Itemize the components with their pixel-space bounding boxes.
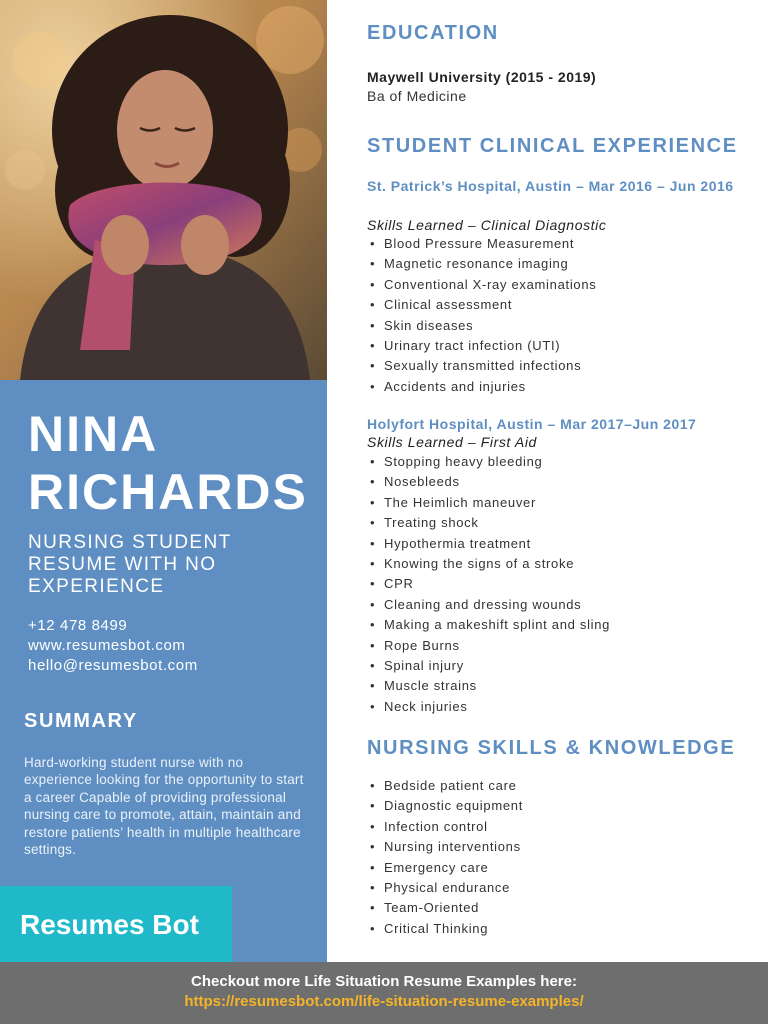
education-degree: Ba of Medicine [367, 88, 467, 104]
list-item: • Clinical assessment [367, 295, 596, 315]
candidate-name [28, 405, 318, 521]
list-item: • Team-Oriented [367, 898, 523, 918]
list-item: • Accidents and injuries [367, 377, 596, 397]
list-item: • Hypothermia treatment [367, 534, 610, 554]
list-item: • Blood Pressure Measurement [367, 234, 596, 254]
list-item: • Nosebleeds [367, 472, 610, 492]
brand-logo-text: Resumes Bot [20, 909, 199, 940]
contact-info [28, 616, 198, 676]
list-item: • Cleaning and dressing wounds [367, 595, 610, 615]
email-link[interactable]: hello@resumesbot.com [28, 657, 198, 674]
job-skills-label: Skills Learned – Clinical Diagnostic [367, 217, 607, 233]
education-school: Maywell University (2015 - 2019) [367, 69, 597, 85]
list-item: • Stopping heavy bleeding [367, 452, 610, 472]
list-item: • Muscle strains [367, 676, 610, 696]
list-item: • Diagnostic equipment [367, 796, 523, 816]
list-item: • Knowing the signs of a stroke [367, 554, 610, 574]
list-item: • Urinary tract infection (UTI) [367, 336, 596, 356]
job-skills-label: Skills Learned – First Aid [367, 434, 537, 450]
list-item: • Skin diseases [367, 316, 596, 336]
list-item: • Sexually transmitted infections [367, 356, 596, 376]
list-item: • Nursing interventions [367, 837, 523, 857]
list-item: • Conventional X-ray examinations [367, 275, 596, 295]
list-item: • Rope Burns [367, 636, 610, 656]
phone-number[interactable]: +12 478 8499 [28, 617, 128, 634]
list-item: • Making a makeshift splint and sling [367, 615, 610, 635]
list-item: • CPR [367, 574, 610, 594]
job-skills-list [367, 452, 610, 717]
footer-link[interactable]: https://resumesbot.com/life-situation-resume-examples/ [184, 993, 584, 1010]
job-skills-list [367, 234, 596, 397]
list-item: • Neck injuries [367, 697, 610, 717]
list-item: • Infection control [367, 817, 523, 837]
list-item: • Bedside patient care [367, 776, 523, 796]
list-item: • Physical endurance [367, 878, 523, 898]
first-name: NINA [28, 406, 159, 462]
summary-text: Hard-working student nurse with no experience looking for the opportunity to start a career Capable of providing professional nursing care to promote, attain, maintain and restore patients’ health in multiple healthcare settings. [24, 755, 304, 858]
list-item: • Critical Thinking [367, 919, 523, 939]
nursing-skills-heading: NURSING SKILLS & KNOWLEDGE [367, 737, 736, 759]
footer-text: Checkout more Life Situation Resume Examples here: [191, 973, 577, 990]
last-name: RICHARDS [28, 464, 308, 520]
list-item: • Treating shock [367, 513, 610, 533]
list-item: • Magnetic resonance imaging [367, 254, 596, 274]
website-link[interactable]: www.resumesbot.com [28, 637, 186, 654]
list-item: • Emergency care [367, 858, 523, 878]
clinical-experience-heading: STUDENT CLINICAL EXPERIENCE [367, 135, 738, 157]
summary-heading: SUMMARY [24, 710, 138, 732]
education-heading: EDUCATION [367, 22, 499, 44]
footer-banner [0, 962, 768, 1024]
job-title: Holyfort Hospital, Austin – Mar 2017–Jun 2017 [367, 416, 697, 432]
profile-photo [0, 0, 327, 380]
resume-subtitle: NURSING STUDENT RESUME WITH NO EXPERIENCE [28, 532, 232, 597]
nursing-skills-list [367, 776, 523, 939]
list-item: • Spinal injury [367, 656, 610, 676]
job-title: St. Patrick’s Hospital, Austin – Mar 2016 – Jun 2016 [367, 178, 734, 194]
list-item: • The Heimlich maneuver [367, 493, 610, 513]
